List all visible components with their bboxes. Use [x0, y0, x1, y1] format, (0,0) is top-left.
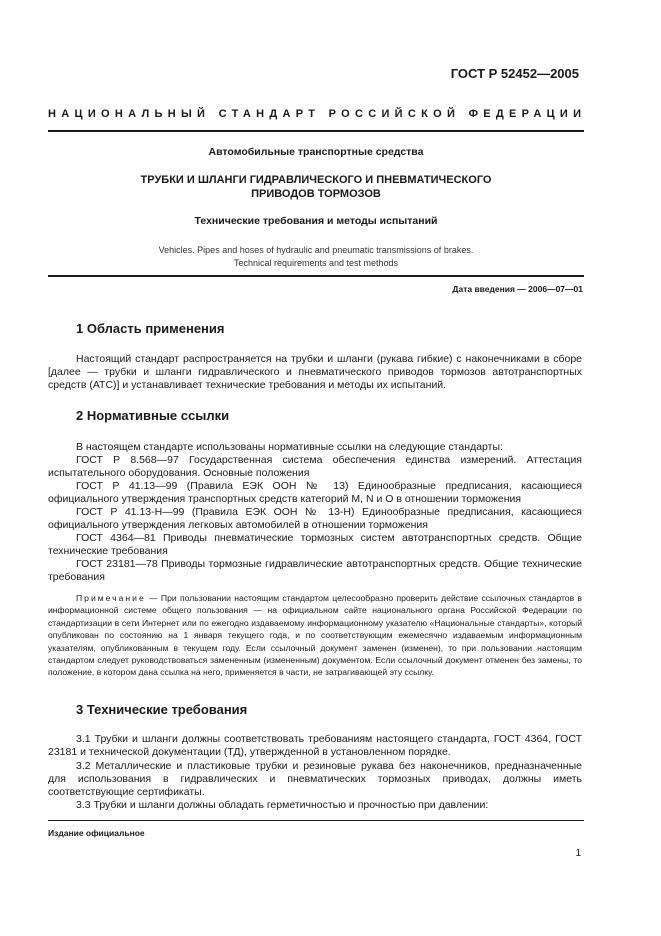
title-rule	[48, 275, 584, 277]
header-rule	[48, 130, 584, 132]
section-1-heading: 1 Область применения	[76, 321, 225, 336]
normative-references	[48, 441, 582, 584]
document-subtitle: Технические требования и методы испытаний	[194, 215, 438, 227]
title-line-1: ТРУБКИ И ШЛАНГИ ГИДРАВЛИЧЕСКОГО И ПНЕВМАТИЧЕСКОГО	[140, 174, 492, 186]
footer-rule	[48, 820, 584, 821]
national-standard-banner: НАЦИОНАЛЬНЫЙ СТАНДАРТ РОССИЙСКОЙ ФЕДЕРАЦИИ	[48, 108, 587, 120]
section-1-text: Настоящий стандарт распространяется на трубки и шланги (рукава гибкие) с наконечниками в сборе [далее — трубки и шланги гидравлического и пневматического приводов тормозов автотранспортных средств (АТС)] и устанавливает технические требования и методы их испытаний.	[48, 353, 582, 392]
english-title-line-2: Technical requirements and test methods	[233, 258, 399, 268]
english-title-line-1: Vehicles. Pipes and hoses of hydraulic and pneumatic transmissions of brakes.	[158, 245, 474, 255]
clause-3-3: 3.3 Трубки и шланги должны обладать герметичностью и прочностью при давлении:	[76, 799, 489, 812]
section-2-heading: 2 Нормативные ссылки	[76, 408, 230, 423]
references-note	[48, 592, 582, 679]
page-number: 1	[575, 848, 581, 859]
document-subject: Автомобильные транспортные средства	[208, 146, 424, 158]
reference-item: ГОСТ Р 41.13—99 (Правила ЕЭК ООН № 13) Единообразные предписания, касающиеся официального утверждения транспортных средств категорий М, N и О в отношении торможения	[48, 480, 582, 505]
introduction-date: Дата введения — 2006—07—01	[452, 284, 583, 294]
clause-3-1: 3.1 Трубки и шланги должны соответствовать требованиям настоящего стандарта, ГОСТ 4364, ГОСТ 23181 и технической документации (ТД), утвержденной в установленном порядке.	[48, 733, 582, 759]
document-code: ГОСТ Р 52452—2005	[450, 66, 579, 81]
reference-item: ГОСТ Р 8.568—97 Государственная система обеспечения единства измерений. Аттестация испытательного оборудования. Основные положения	[48, 454, 582, 479]
reference-item: ГОСТ 23181—78 Приводы тормозные гидравлические автотранспортных средств. Общие технические требования	[48, 558, 582, 583]
references-intro: В настоящем стандарте использованы нормативные ссылки на следующие стандарты:	[76, 441, 503, 453]
clause-3-2: 3.2 Металлические и пластиковые трубки и резиновые рукава без наконечников, предназначенные для использования в гидравлических и пневматических тормозных приводах, должны иметь соответствующие сертификаты.	[48, 759, 582, 799]
section-3-body	[48, 733, 582, 813]
note-label: Примечание	[76, 593, 146, 603]
note-text: — При пользовании настоящим стандартом целесообразно проверить действие ссылочных стандартов в информационной системе общего пользования — на официальном сайте национального органа Российской Федерации по стандартизации в сети Интернет или по ежегодно издаваемому информационному указателю «Национальные стандарты», который опубликован по состоянию на 1 января текущего года, и по соответствующим ежемесячно издаваемым информационным указателям, опубликованным в текущем году. Если ссылочный документ заменен (изменен), то при пользовании настоящим стандартом следует руководствоваться замененным (измененным) документом. Если ссылочный документ отменен без замены, то положение, в котором дана ссылка на него, применяется в части, не затрагивающей эту ссылку.	[48, 593, 582, 678]
english-title	[48, 244, 584, 270]
official-edition-label: Издание официальное	[48, 828, 145, 838]
reference-item: ГОСТ 4364—81 Приводы пневматические тормозных систем автотранспортных средств. Общие технические требования	[48, 532, 582, 557]
title-line-2: ПРИВОДОВ ТОРМОЗОВ	[251, 188, 381, 200]
reference-item: ГОСТ Р 41.13-Н—99 (Правила ЕЭК ООН № 13-Н) Единообразные предписания, касающиеся официального утверждения легковых автомобилей в отношении торможения	[48, 506, 582, 531]
section-3-heading: 3 Технические требования	[76, 702, 248, 717]
document-title	[48, 173, 584, 201]
